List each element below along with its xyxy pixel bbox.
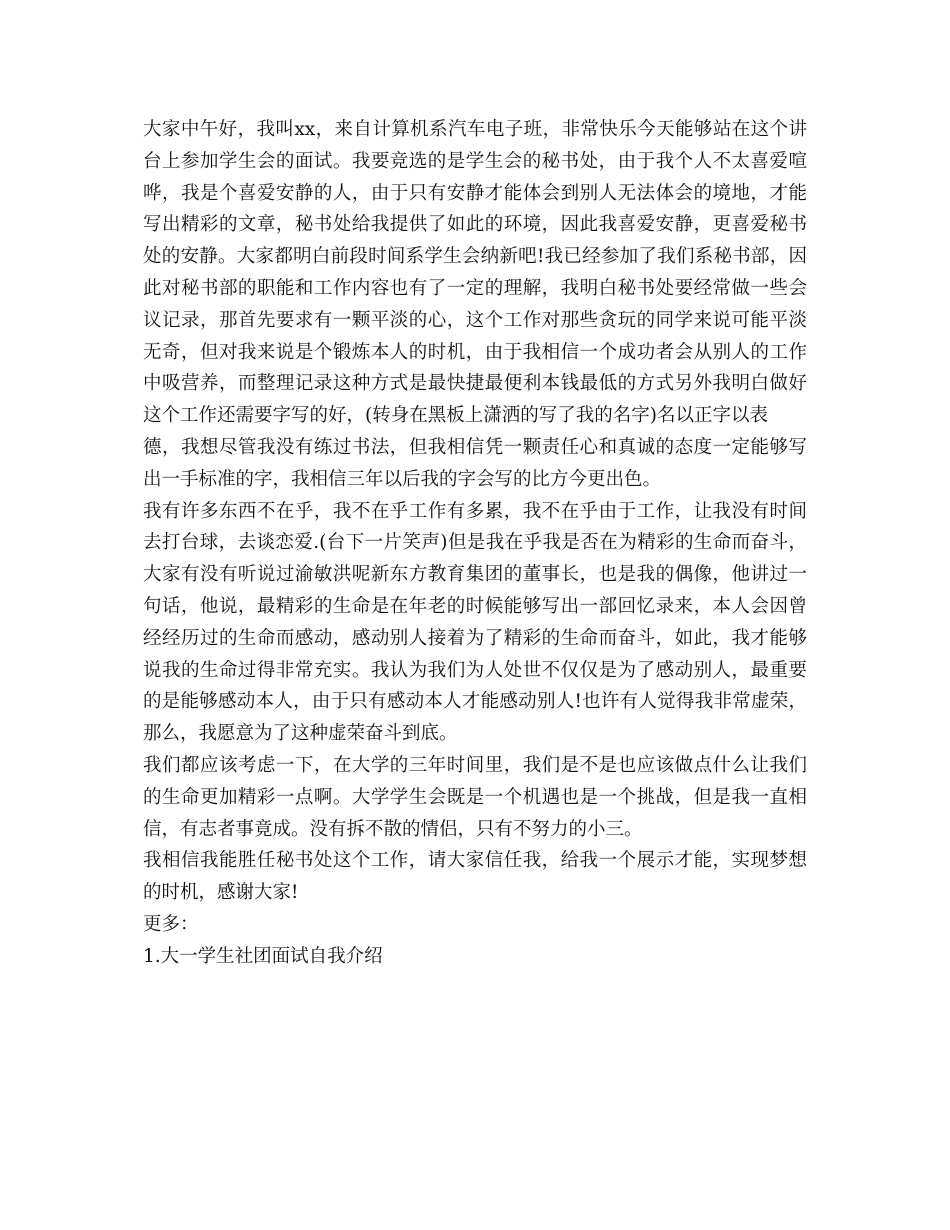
text-line: 写出精彩的文章，秘书处给我提供了如此的环境，因此我喜爱安静，更喜爱秘书	[143, 214, 807, 236]
text-line: 此对秘书部的职能和工作内容也有了一定的理解，我明白秘书处要经常做一些会	[143, 277, 807, 299]
text-line: 德，我想尽管我没有练过书法，但我相信凭一颗责任心和真诚的态度一定能够写	[143, 436, 807, 458]
text-line: 议记录，那首先要求有一颗平淡的心，这个工作对那些贪玩的同学来说可能平淡	[143, 309, 807, 331]
text-line: 大家中午好，我叫xx，来自计算机系汽车电子班，非常快乐今天能够站在这个讲	[143, 119, 807, 140]
text-line: 中吸营养，而整理记录这种方式是最快捷最便利本钱最低的方式另外我明白做好	[143, 373, 807, 395]
text-line: 经经历过的生命而感动，感动别人接着为了精彩的生命而奋斗，如此，我才能够	[143, 627, 807, 649]
text-line: 的时机，感谢大家!	[143, 882, 299, 904]
text-line: 哗，我是个喜爱安静的人，由于只有安静才能体会到别人无法体会的境地，才能	[143, 182, 807, 204]
text-line: 大家有没有听说过渝敏洪呢新东方教育集团的董事长，也是我的偶像，他讲过一	[143, 564, 807, 586]
text-line: 去打台球，去谈恋爱.(台下一片笑声)但是我在乎我是否在为精彩的生命而奋斗，	[143, 532, 807, 554]
text-line: 出一手标准的字，我相信三年以后我的字会写的比方今更出色。	[143, 468, 662, 490]
text-line: 那么，我愿意为了这种虚荣奋斗到底。	[143, 723, 458, 745]
text-line: 的是能够感动本人，由于只有感动本人才能感动别人!也许有人觉得我非常虚荣，	[143, 691, 807, 713]
text-line: 我有许多东西不在乎，我不在乎工作有多累，我不在乎由于工作，让我没有时间	[143, 500, 807, 522]
text-line: 无奇，但对我来说是个锻炼本人的时机，由于我相信一个成功者会从别人的工作	[143, 341, 807, 363]
text-line: 我们都应该考虑一下，在大学的三年时间里，我们是不是也应该做点什么让我们	[143, 754, 807, 776]
text-line: 句话，他说，最精彩的生命是在年老的时候能够写出一部回忆录来，本人会因曾	[143, 595, 807, 617]
text-line: 我相信我能胜任秘书处这个工作，请大家信任我，给我一个展示才能，实现梦想	[143, 850, 807, 872]
section-label: 更多：	[143, 913, 199, 935]
text-line: 信，有志者事竟成。没有拆不散的情侣，只有不努力的小三。	[143, 818, 643, 840]
text-line: 处的安静。大家都明白前段时间系学生会纳新吧!我已经参加了我们系秘书部，因	[143, 246, 808, 268]
related-link[interactable]: 1.大一学生社团面试自我介绍	[143, 945, 383, 967]
text-line: 的生命更加精彩一点啊。大学学生会既是一个机遇也是一个挑战，但是我一直相	[143, 786, 807, 808]
text-line: 台上参加学生会的面试。我要竞选的是学生会的秘书处，由于我个人不太喜爱喧	[143, 150, 807, 172]
text-line: 这个工作还需要字写的好，(转身在黑板上潇洒的写了我的名字)名以正字以表	[143, 405, 768, 427]
document-body	[143, 114, 807, 973]
text-line: 说我的生命过得非常充实。我认为我们为人处世不仅仅是为了感动别人，最重要	[143, 659, 807, 681]
